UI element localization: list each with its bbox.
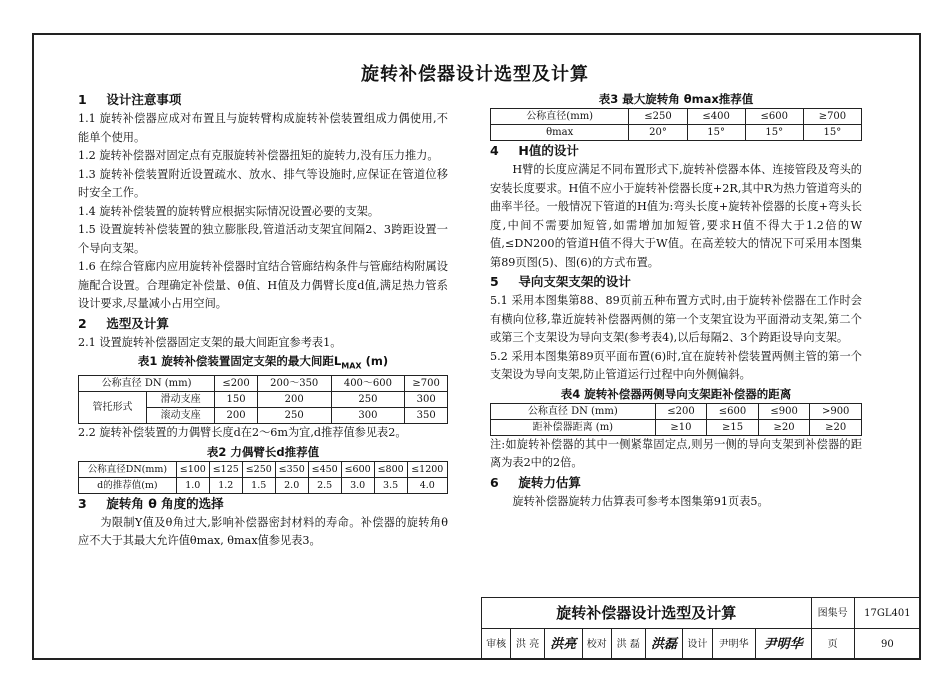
designer-name: 尹明华 [712, 629, 755, 660]
caption-unit: (m) [365, 354, 389, 368]
table-row [79, 461, 448, 477]
table-cell: 3.5 [374, 477, 407, 493]
note: 注:如旋转补偿器的其中一侧紧靠固定点,则另一侧的导向支架到补偿器的距离为表2中的2倍。 [490, 437, 862, 469]
table-cell: 15° [687, 125, 745, 141]
table-cell: 3.0 [341, 477, 374, 493]
table-cell: ≥20 [810, 419, 862, 435]
table-cell: 1.5 [242, 477, 275, 493]
section-title: 导向支架支架的设计 [518, 274, 631, 289]
table-4 [490, 403, 862, 436]
design-label: 设计 [683, 629, 712, 660]
section-num: 1 [78, 92, 87, 107]
table-header: 公称直径 DN (mm) [491, 403, 656, 419]
table-header: ≤600 [341, 461, 374, 477]
table-header: 400～600 [331, 376, 405, 392]
table-header: ≤400 [687, 109, 745, 125]
section-3-heading [78, 494, 448, 514]
table-2-caption: 表2 力偶臂长d推荐值 [206, 444, 320, 459]
check-label: 校对 [582, 629, 611, 660]
table-cell: 滚动支座 [147, 408, 215, 424]
table-3-caption: 表3 最大旋转角 θmax推荐值 [598, 92, 754, 106]
section-title: 旋转角 θ 角度的选择 [106, 495, 224, 511]
table-cell: 15° [803, 125, 861, 141]
title-block-table [481, 597, 921, 660]
table-cell: ≥10 [655, 419, 707, 435]
table-row [491, 403, 862, 419]
table-cell: 200 [257, 392, 331, 408]
table-3 [490, 108, 862, 141]
section-num: 3 [78, 495, 87, 511]
table-cell: 1.0 [176, 477, 209, 493]
left-column [78, 90, 448, 551]
table-header: ≤450 [308, 461, 341, 477]
table-row [482, 598, 921, 629]
table-row [482, 629, 921, 660]
table-cell: ≥20 [758, 419, 810, 435]
table-header: ≤1200 [407, 461, 447, 477]
para-5-2: 5.2 采用本图集第89页平面布置(6)时,宜在旋转补偿装置两侧主管的第一个支架设为导向支架,防止管道运行过程中向外侧偏斜。 [490, 349, 862, 381]
table-1-caption [78, 352, 448, 375]
atlas-number: 17GL401 [854, 598, 920, 629]
table-cell: 350 [405, 408, 448, 424]
section-title: H值的设计 [518, 143, 579, 158]
table-cell: 1.2 [209, 477, 242, 493]
atlas-label: 图集号 [811, 598, 854, 629]
caption-text: 表1 旋转补偿装置固定支架的最大间距L [137, 354, 342, 368]
section-title: 选型及计算 [106, 315, 169, 331]
table-cell: 250 [257, 408, 331, 424]
table-cell: 15° [745, 125, 803, 141]
table-header: 公称直径(mm) [491, 109, 629, 125]
table-1 [78, 375, 448, 424]
table-cell: 150 [215, 392, 258, 408]
table-header: ≤200 [215, 376, 258, 392]
table-cell: 300 [405, 392, 448, 408]
table-cell: 20° [629, 125, 687, 141]
table-cell: 距补偿器距离 (m) [491, 419, 656, 435]
title-block [481, 597, 921, 660]
section-2-heading [78, 314, 448, 334]
table-header: 公称直径DN(mm) [79, 461, 177, 477]
section-5-heading [490, 272, 862, 292]
section-num: 5 [490, 274, 499, 289]
table-header: 200～350 [257, 376, 331, 392]
checker-name: 洪 磊 [611, 629, 645, 660]
page-number: 90 [854, 629, 920, 660]
section-num: 6 [490, 474, 499, 490]
para-4: H臂的长度应满足不同布置形式下,旋转补偿器本体、连接管段及弯头的安装长度要求。H值不应小于旋转补偿器长度+2R,其中R为热力管道弯头的曲率半径。一般情况下管道的H值为:弯头长度+旋转补偿器的长度+弯头长度,中间不需要加短管,如需增加加短管,要求H值不得大于1.2倍的W值,≤DN200的管道H值不得大于W值。在高差较大的情况下可采用本图集第89页图(5)、图(6)的方式布置。 [490, 163, 862, 269]
section-title: 设计注意事项 [106, 92, 182, 107]
table-2 [78, 461, 448, 494]
table-header: 公称直径 DN (mm) [79, 376, 215, 392]
table-header: ≤200 [655, 403, 707, 419]
table-row [79, 376, 448, 392]
table-header: ≤100 [176, 461, 209, 477]
table-cell: 2.0 [275, 477, 308, 493]
table-cell: d的推荐值(m) [79, 477, 177, 493]
para-1-1: 1.1 旋转补偿器应成对布置且与旋转臂构成旋转补偿装置组成力偶使用,不能单个使用。 [78, 112, 448, 144]
section-4-heading [490, 141, 862, 161]
checker-signature: 洪磊 [645, 629, 683, 660]
reviewer-signature: 洪亮 [544, 629, 582, 660]
para-3: 为限制Y值及θ角过大,影响补偿器密封材料的寿命。补偿器的旋转角θ应不大于其最大允许值θmax, θmax值参见表3。 [78, 515, 448, 548]
table-cell: 4.0 [407, 477, 447, 493]
title-block-title: 旋转补偿器设计选型及计算 [482, 598, 812, 629]
table-header: ≤250 [242, 461, 275, 477]
section-num: 4 [490, 143, 499, 158]
reviewer-name: 洪 亮 [511, 629, 545, 660]
table-header: ≤800 [374, 461, 407, 477]
table-row [491, 109, 862, 125]
para-2-2: 2.2 旋转补偿装置的力偶臂长度d在2～6m为宜,d推荐值参见表2。 [78, 426, 407, 440]
right-column [490, 90, 862, 511]
section-title: 旋转力估算 [518, 474, 581, 490]
para-6: 旋转补偿器旋转力估算表可参考本图集第91页表5。 [512, 494, 769, 508]
table-4-caption: 表4 旋转补偿器两侧导向支架距补偿器的距离 [560, 386, 792, 401]
table-row [79, 477, 448, 493]
para-5-1: 5.1 采用本图集第88、89页前五种布置方式时,由于旋转补偿器在工作时会有横向位移,靠近旋转补偿器两侧的第一个支架宜设为平面滑动支架,第二个或第三个支架设为导向支架(参考表4),以后每隔2、3个跨距设导向支架。 [490, 294, 862, 344]
para-1-4: 1.4 旋转补偿装置的旋转臂应根据实际情况设置必要的支架。 [78, 204, 380, 218]
section-num: 2 [78, 315, 87, 331]
para-1-3: 1.3 旋转补偿装置附近设置疏水、放水、排气等设施时,应保证在管道位移时安全工作。 [78, 167, 448, 199]
table-cell: ≥15 [707, 419, 759, 435]
table-cell: 管托形式 [79, 392, 147, 424]
table-header: ≤125 [209, 461, 242, 477]
table-cell: 300 [331, 408, 405, 424]
table-cell: 200 [215, 408, 258, 424]
table-cell: θmax [491, 125, 629, 141]
designer-signature: 尹明华 [755, 629, 811, 660]
para-1-6: 1.6 在综合管廊内应用旋转补偿器时宜结合管廊结构条件与管廊结构附属设施配合设置。合理确定补偿量、θ值、H值及力偶臂长度d值,满足热力管系设计要求,尽量减小占用空间。 [78, 260, 448, 310]
table-header: ≥700 [405, 376, 448, 392]
table-cell: 250 [331, 392, 405, 408]
table-row [491, 125, 862, 141]
caption-subscript: MAX [341, 361, 362, 371]
section-1-heading [78, 90, 448, 110]
table-row [491, 419, 862, 435]
table-cell: 滑动支座 [147, 392, 215, 408]
section-6-heading [490, 473, 862, 493]
table-cell: 2.5 [308, 477, 341, 493]
page-title: 旋转补偿器设计选型及计算 [361, 64, 589, 85]
para-1-5: 1.5 设置旋转补偿装置的独立膨胀段,管道活动支架宜间隔2、3跨距设置一个导向支架。 [78, 223, 448, 255]
review-label: 审核 [482, 629, 511, 660]
table-row [79, 392, 448, 408]
para-1-2: 1.2 旋转补偿器对固定点有克服旋转补偿器扭矩的旋转力,没有压力推力。 [78, 149, 439, 162]
table-header: >900 [810, 403, 862, 419]
table-header: ≥700 [803, 109, 861, 125]
table-header: ≤250 [629, 109, 687, 125]
table-header: ≤350 [275, 461, 308, 477]
table-header: ≤600 [707, 403, 759, 419]
table-header: ≤900 [758, 403, 810, 419]
page-label: 页 [811, 629, 854, 660]
para-2-1: 2.1 设置旋转补偿器固定支架的最大间距宜参考表1。 [78, 335, 342, 349]
table-header: ≤600 [745, 109, 803, 125]
